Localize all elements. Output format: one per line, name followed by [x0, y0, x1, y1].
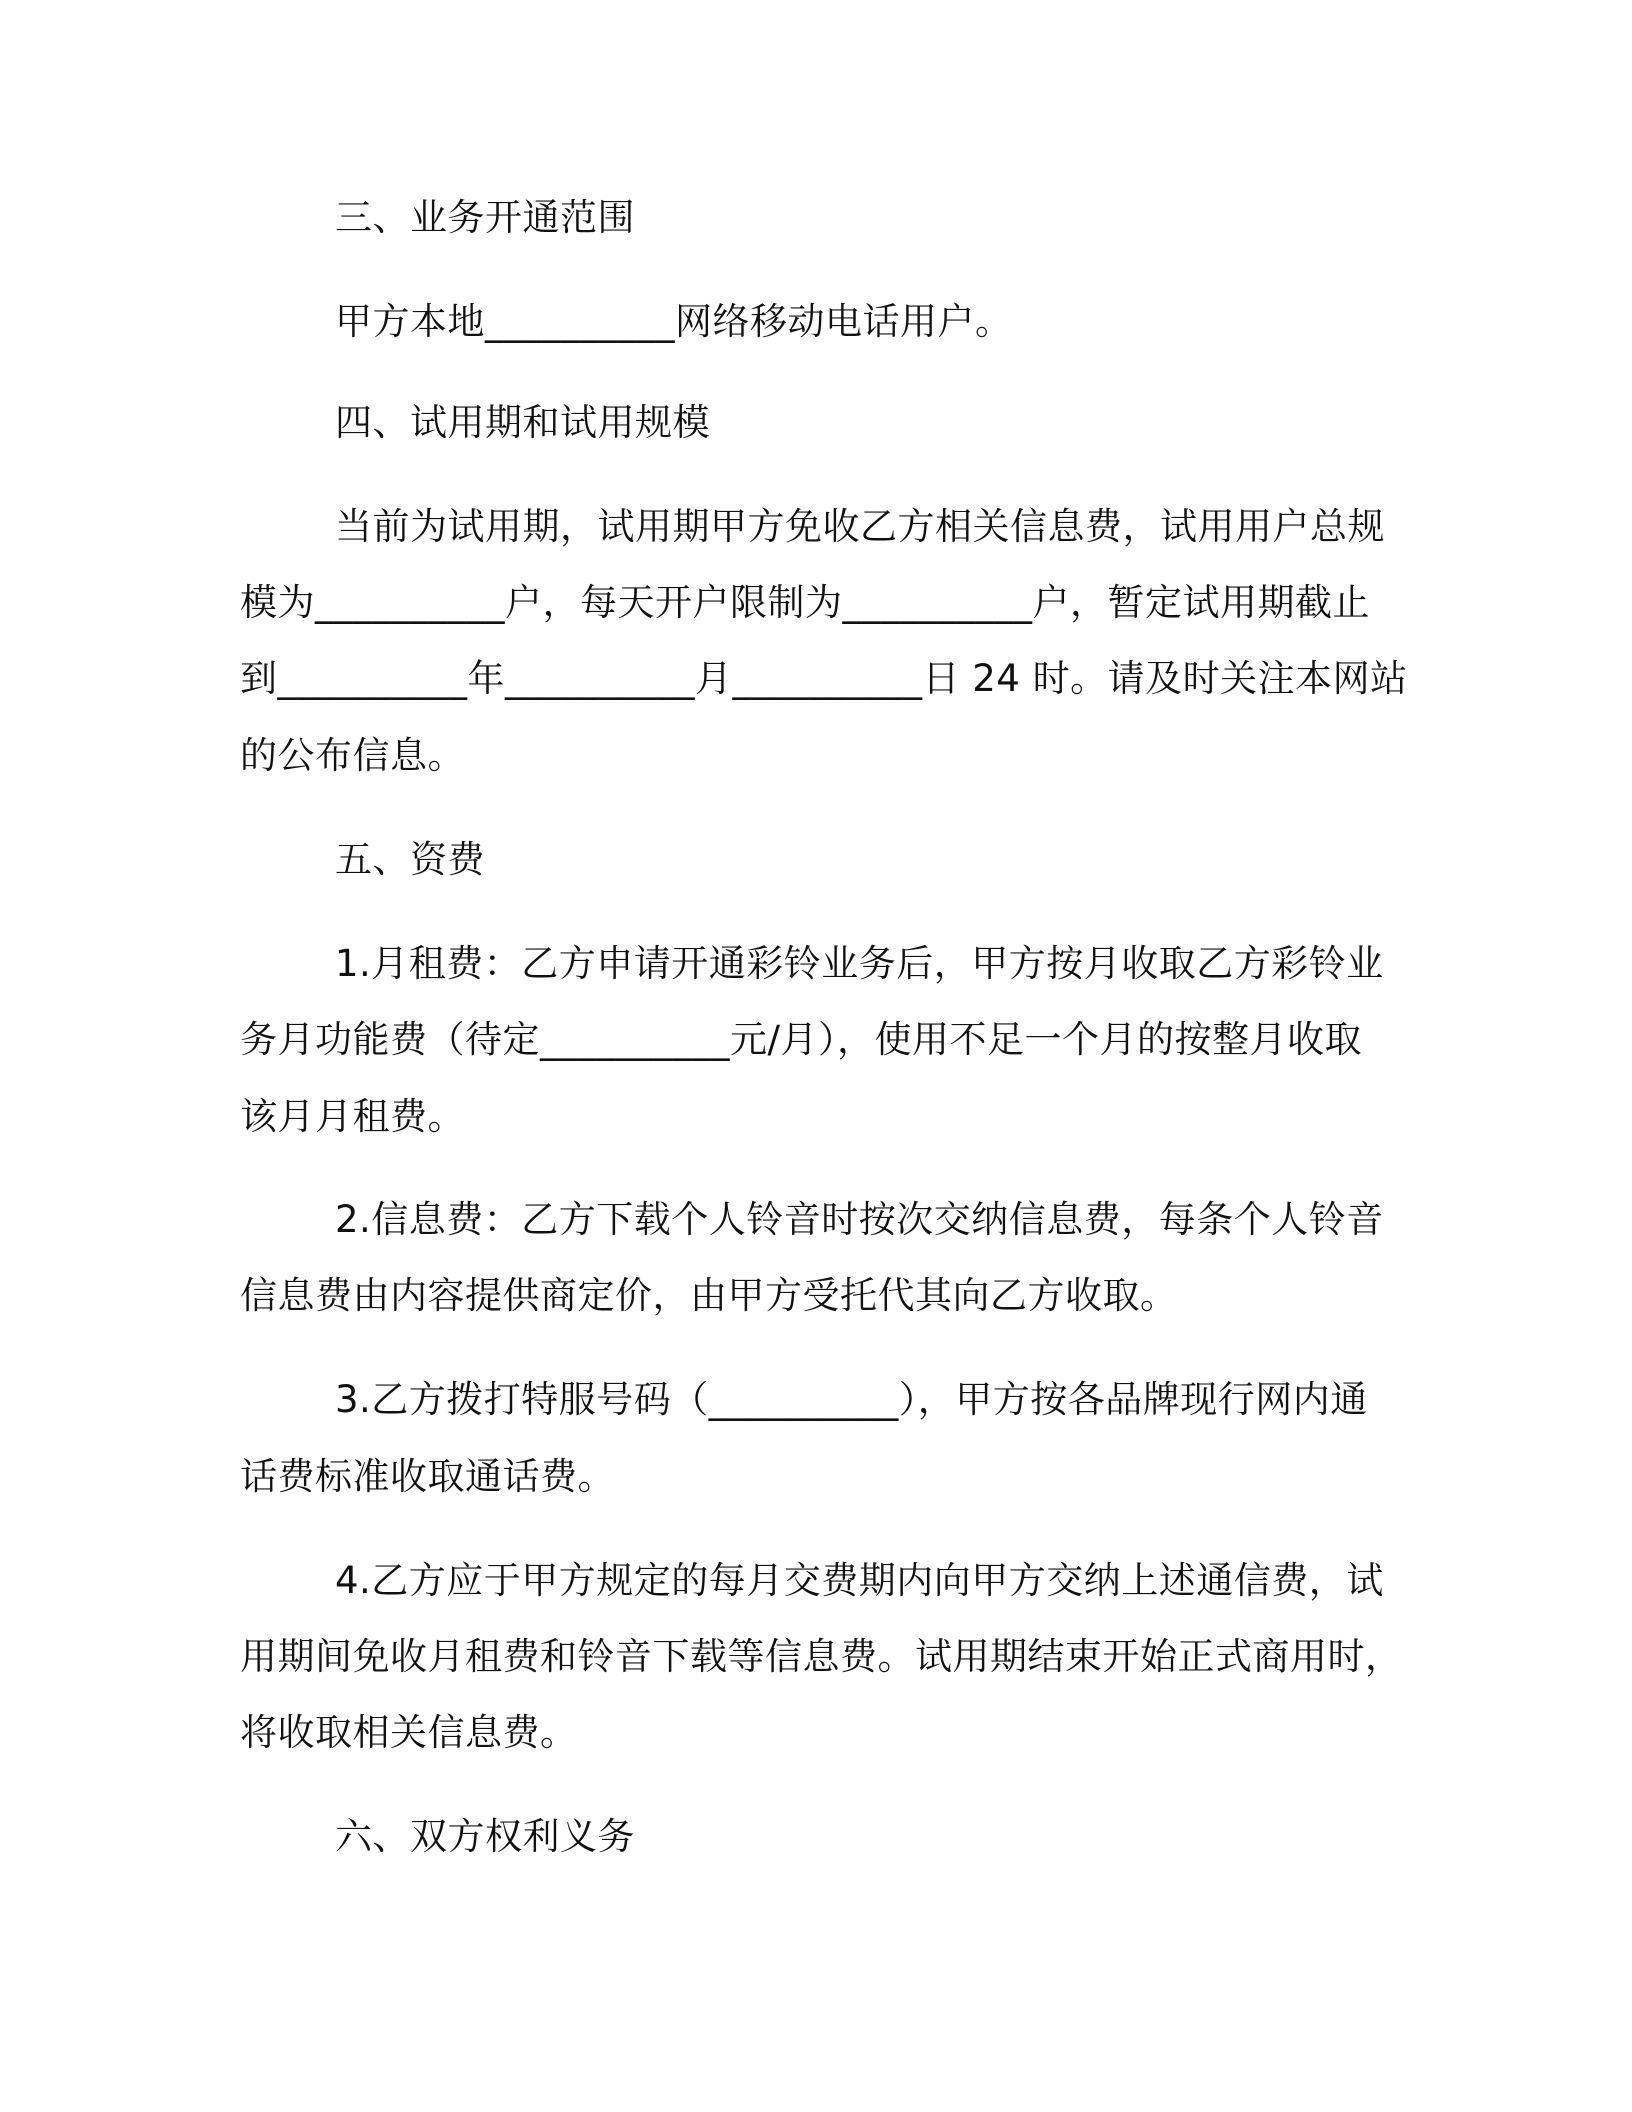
section-heading-3: 三、业务开通范围: [335, 196, 635, 239]
paragraph-line: 务月功能费（待定__________元/月），使用不足一个月的按整月收取: [240, 1018, 1362, 1061]
paragraph-line: 信息费由内容提供商定价，由甲方受托代其向乙方收取。: [240, 1274, 1178, 1317]
paragraph-line: 将收取相关信息费。: [240, 1711, 578, 1754]
section-heading-5: 五、资费: [335, 838, 485, 881]
paragraph-line: 用期间免收月租费和铃音下载等信息费。试用期结束开始正式商用时，: [240, 1635, 1403, 1678]
section-heading-6: 六、双方权利义务: [335, 1815, 635, 1858]
paragraph-line: 4.乙方应于甲方规定的每月交费期内向甲方交纳上述通信费，试: [335, 1559, 1384, 1602]
paragraph-line: 2.信息费：乙方下载个人铃音时按次交纳信息费，每条个人铃音: [335, 1198, 1384, 1241]
paragraph-line: 的公布信息。: [240, 734, 465, 777]
section-heading-4: 四、试用期和试用规模: [335, 401, 710, 444]
paragraph-line: 1.月租费：乙方申请开通彩铃业务后，甲方按月收取乙方彩铃业: [335, 942, 1384, 985]
paragraph-line: 3.乙方拨打特服号码（__________），甲方按各品牌现行网内通: [335, 1378, 1368, 1421]
paragraph-line: 到__________年__________月__________日 24 时。请及时关注本网站: [240, 657, 1408, 700]
paragraph-line: 模为__________户，每天开户限制为__________户，暂定试用期截止: [240, 581, 1370, 624]
paragraph-line: 该月月租费。: [240, 1095, 465, 1138]
paragraph-line: 话费标准收取通话费。: [240, 1455, 615, 1498]
paragraph-line: 当前为试用期，试用期甲方免收乙方相关信息费，试用用户总规: [335, 505, 1385, 548]
paragraph-line: 甲方本地__________网络移动电话用户。: [335, 300, 1013, 343]
